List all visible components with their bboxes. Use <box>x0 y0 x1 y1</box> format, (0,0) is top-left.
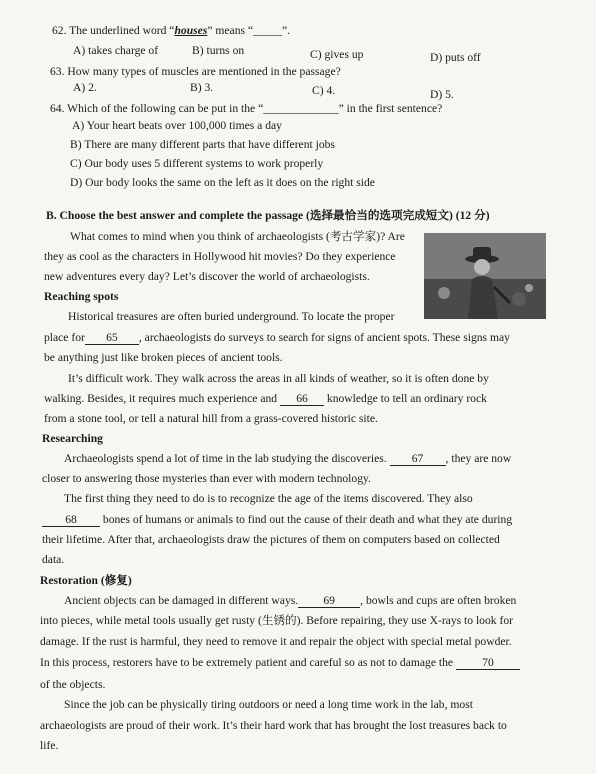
q64-option-d[interactable]: D) Our body looks the same on the left as it does on the right side <box>70 176 375 189</box>
reaching-line-5: walking. Besides, it requires much experience and 66 knowledge to tell an ordinary rock <box>44 392 487 405</box>
q64-option-a[interactable]: A) Your heart beats over 100,000 times a day <box>72 119 282 132</box>
underlined-word: houses <box>174 24 208 37</box>
researching-line-3: The first thing they need to do is to recognize the age of the items discovered. They also <box>64 492 473 505</box>
restoration-line-5: of the objects. <box>40 678 106 691</box>
researching-line-5: their lifetime. After that, archaeologists draw the pictures of them on computers based on collected <box>42 533 500 546</box>
blank-70[interactable]: 70 <box>456 657 520 670</box>
reaching-line-3: be anything just like broken pieces of ancient tools. <box>44 351 283 364</box>
q62-option-b[interactable]: B) turns on <box>192 44 245 57</box>
reaching-line-4: It’s difficult work. They walk across the areas in all kinds of weather, so it is often done by <box>68 372 489 385</box>
researching-line-1: Archaeologists spend a lot of time in the lab studying the discoveries. 67 , they are now <box>64 452 512 465</box>
researching-line-2: closer to answering those mysteries than ever with modern technology. <box>42 472 371 485</box>
blank-68[interactable]: 68 <box>42 514 100 527</box>
archaeologist-photo <box>424 233 546 319</box>
q63-option-b[interactable]: B) 3. <box>190 81 214 94</box>
intro-line-3: new adventures every day? Let’s discover the world of archaeologists. <box>44 270 370 283</box>
researching-line-4: 68 bones of humans or animals to find out the cause of their death and what they ate during <box>42 512 512 527</box>
blank-67[interactable]: 67 <box>390 453 446 466</box>
blank-65[interactable]: 65 <box>85 332 139 345</box>
blank-66[interactable]: 66 <box>280 393 324 406</box>
question-64-stem: 64. Which of the following can be put in the “_____________” in the first sentence? <box>50 102 443 115</box>
section-b-heading: B. Choose the best answer and complete the passage (选择最恰当的选项完成短文) (12 分) <box>46 209 490 222</box>
researching-heading: Researching <box>42 432 103 445</box>
question-62-stem: 62. The underlined word “houses” means “_____”. <box>52 24 291 37</box>
q63-option-c[interactable]: C) 4. <box>312 84 336 97</box>
intro-line-1: What comes to mind when you think of archaeologists (考古学家)? Are <box>70 230 405 243</box>
closing-line-3: life. <box>40 739 59 752</box>
q63-option-d[interactable]: D) 5. <box>430 88 454 101</box>
q62-option-c[interactable]: C) gives up <box>310 48 364 61</box>
q64-option-b[interactable]: B) There are many different parts that have different jobs <box>70 138 335 151</box>
closing-line-1: Since the job can be physically tiring outdoors or need a long time work in the lab, most <box>64 698 473 711</box>
restoration-line-3: damage. If the rust is harmful, they need to remove it and repair the object with special metal powder. <box>40 635 512 648</box>
restoration-heading: Restoration (修复) <box>40 574 132 587</box>
restoration-line-1: Ancient objects can be damaged in different ways. 69 , bowls and cups are often broken <box>64 594 517 607</box>
q63-option-a[interactable]: A) 2. <box>73 81 97 94</box>
question-63-stem: 63. How many types of muscles are mentioned in the passage? <box>50 65 341 78</box>
closing-line-2: archaeologists are proud of their work. It’s their hard work that has brought the lost treasures back to <box>40 719 507 732</box>
intro-line-2: they as cool as the characters in Hollywood hit movies? Do they experience <box>44 250 396 263</box>
reaching-line-1: Historical treasures are often buried underground. To locate the proper <box>68 310 395 323</box>
reaching-line-6: from a stone tool, or tell a natural hill from a grass-covered historic site. <box>44 412 378 425</box>
blank-69[interactable]: 69 <box>298 595 360 608</box>
restoration-line-2: into pieces, while metal tools usually get rusty (生锈的). Before repairing, they use X-rays to look for <box>40 614 513 627</box>
q64-option-c[interactable]: C) Our body uses 5 different systems to work properly <box>70 157 324 170</box>
q62-option-d[interactable]: D) puts off <box>430 51 481 64</box>
restoration-line-4: In this process, restorers have to be extremely patient and careful so as not to damage the 70 <box>40 655 520 670</box>
reaching-line-2: place for 65 , archaeologists do surveys to search for signs of ancient spots. These signs may <box>44 331 510 344</box>
researching-line-6: data. <box>42 553 65 566</box>
archaeologist-illustration-icon <box>424 233 546 319</box>
q62-option-a[interactable]: A) takes charge of <box>73 44 159 57</box>
reaching-spots-heading: Reaching spots <box>44 290 119 303</box>
